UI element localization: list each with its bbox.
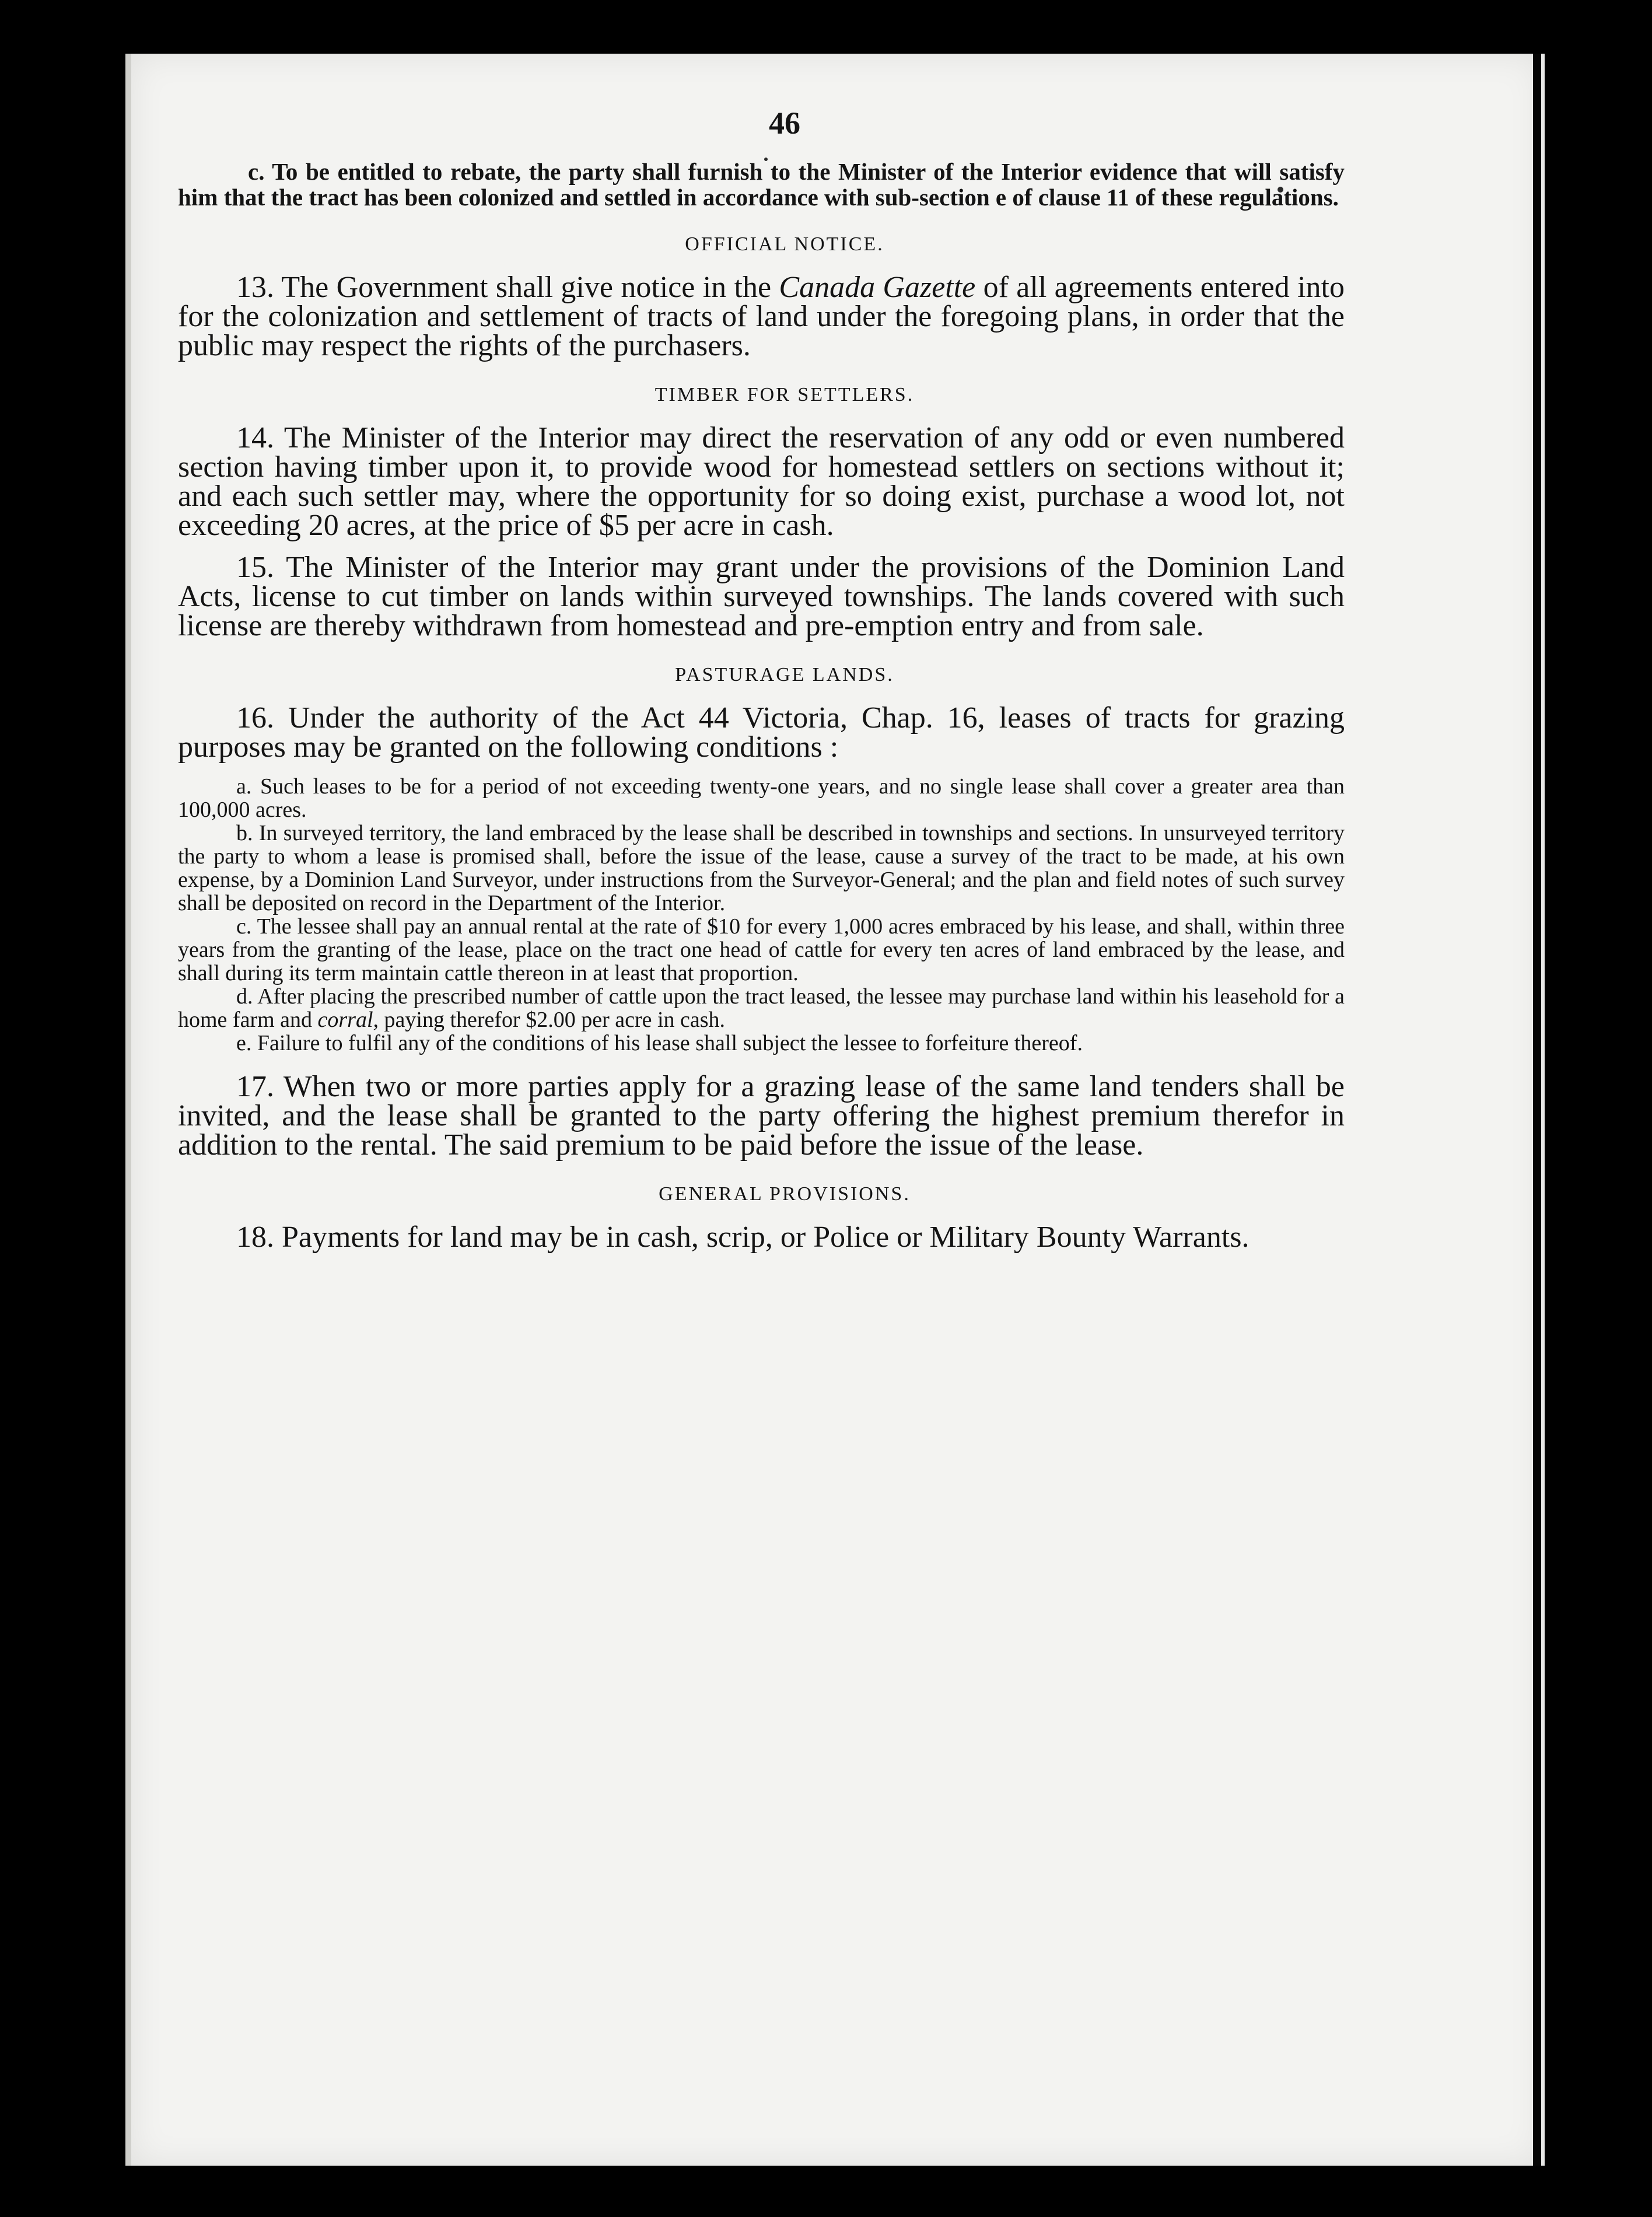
page-text — [178, 105, 1345, 1265]
subclause-d-text: d. After placing the prescribed number of cattle upon the tract leased, the lessee may purchase land within his leasehold for a home farm and — [178, 984, 1345, 1032]
next-page-edge — [1541, 54, 1545, 2166]
heading-general: GENERAL PROVISIONS. — [659, 1183, 911, 1205]
page-gutter-edge — [1533, 54, 1541, 2166]
canada-gazette-title: Canada Gazette — [779, 271, 976, 304]
subclause-a: a. Such leases to be for a period of not exceeding twenty-one years, and no single lease shall cover a greater area than 100,000 acres. — [178, 774, 1345, 822]
subclause-d — [178, 985, 1345, 1031]
paragraph-18: 18. Payments for land may be in cash, scrip, or Police or Military Bounty Warrants. — [236, 1221, 1250, 1254]
corral-word: corral, — [317, 1008, 379, 1032]
subclause-c: c. The lessee shall pay an annual rental at the rate of $10 for every 1,000 acres embraced by his lease, and shall, within three years from the granting of the lease, place on the tract one head of cattle for every ten acres of land embraced by the lease, and shall during its term maintain cattle thereon in at least that proportion. — [178, 914, 1345, 985]
page-number: 46 — [769, 106, 800, 141]
paragraph-13-text-end: of all agreements entered into for the colonization and settlement of tracts of land under the foregoing plans, in order that the public may respect the rights of the purchasers. — [178, 271, 1345, 362]
paragraph-16: 16. Under the authority of the Act 44 Victoria, Chap. 16, leases of tracts for grazing purposes may be granted on the following conditions : — [178, 701, 1345, 764]
heading-timber: TIMBER FOR SETTLERS. — [654, 384, 915, 405]
paragraph-17: 17. When two or more parties apply for a grazing lease of the same land tenders shall be invited, and the lease shall be granted to the party offering the highest premium therefor in addition to the rental. The said premium to be paid before the issue of the lease. — [178, 1070, 1345, 1162]
subclause-b: b. In surveyed territory, the land embraced by the lease shall be described in townships and sections. In unsurveyed territory the party to whom a lease is promised shall, before the issue of the lease, cause a survey of the tract to be made, at his own expense, by a Dominion Land Surveyor, under instructions from the Surveyor-General; and the plan and field notes of such survey shall be deposited on record in the Department of the Interior. — [178, 821, 1345, 915]
paragraph-15: 15. The Minister of the Interior may grant under the provisions of the Dominion Land Acts, license to cut timber on lands within surveyed townships. The lands covered with such license are thereby withdrawn from homestead and pre-emption entry and from sale. — [178, 551, 1345, 642]
paragraph-13-text: 13. The Government shall give notice in the — [236, 271, 779, 304]
heading-pasturage: PASTURAGE LANDS. — [675, 664, 894, 686]
paragraph-13 — [178, 273, 1345, 361]
heading-official-notice: OFFICIAL NOTICE. — [685, 233, 884, 255]
subclause-e: e. Failure to fulfil any of the conditions of his lease shall subject the lessee to forfeiture thereof. — [236, 1031, 1083, 1055]
paragraph-14: 14. The Minister of the Interior may direct the reservation of any odd or even numbered section having timber upon it, to provide wood for homestead settlers on sections without it; and each such settler may, where the opportunity for so doing exist, purchase a wood lot, not exceeding 20 acres, at the price of $5 per acre in cash. — [178, 421, 1345, 542]
subclause-d-text-end: paying therefor $2.00 per acre in cash. — [379, 1008, 726, 1032]
rebate-clause: c. To be entitled to rebate, the party shall furnish to the Minister of the Interior evidence that will satisfy him that the tract has been colonized and settled in accordance with sub-section e of clause 11 of these regulations. — [178, 158, 1345, 211]
